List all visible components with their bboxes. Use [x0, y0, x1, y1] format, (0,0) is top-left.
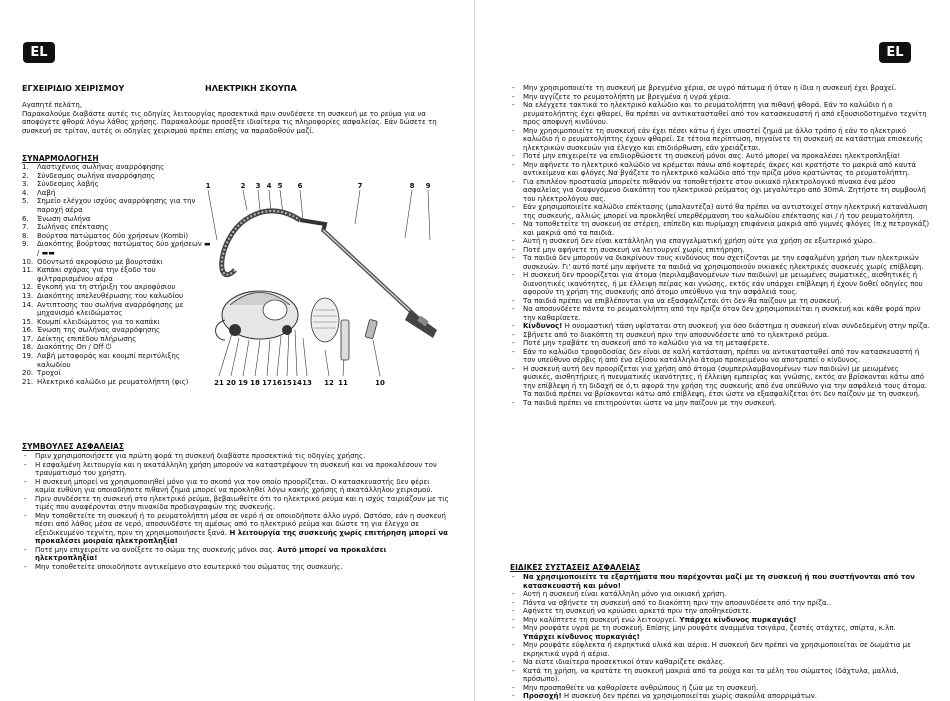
part-number: 1. [22, 163, 29, 171]
safety-item [510, 152, 930, 161]
item-warning: Υπάρχει κίνδυνος πυρκαγιάς! [677, 615, 797, 624]
manual-title: ΕΓΧΕΙΡΙΔΙΟ ΧΕΙΡΙΣΜΟΥ [22, 84, 125, 93]
callout-label: 9 [425, 182, 431, 190]
part-item [22, 215, 212, 224]
item-warning: Υπάρχει κίνδυνος πυρκαγιάς! [523, 632, 640, 641]
assembly-heading: ΣΥΝΑΡΜΟΛΟΓΗΣΗ [22, 154, 99, 163]
item-text: Για επιπλέον προστασία μπορείτε πιθανόν να τοποθετήσετε στον οικιακό ηλεκτρολογικό πίνακα ένα μέσο ασφαλείας για διαφυγόμενο διακόπτη του ηλεκτρικού ρεύματος όχι μεγαλύτερο από 30mA. Ζητήστε τη συμβουλή του ηλεκτρολόγου σας. [523, 177, 926, 203]
language-badge: EL [23, 42, 55, 63]
safety-item [510, 246, 930, 255]
part-label: Σημείο ελέγχου ισχύος αναρρόφησης για την παροχή αέρα [37, 197, 196, 214]
part-label: Τροχοί [37, 369, 61, 378]
item-text: Μην αφήνετε το ηλεκτρικό καλώδιο να κρέμεται πάνω από κοφτερές άκρες και κρατήστε το μακριά από καυτά αντικείμενα και φλόγες.Να βγάζετε το ηλεκτρικό καλώδιο από την πρίζα μόνο κρατώντας το ρευματολήπτη. [523, 160, 917, 177]
bottom-callout-labels [214, 379, 385, 387]
part-item [22, 180, 212, 189]
item-text: Η συσκευή δεν πρέπει να χρησιμοποιείται χωρίς σακούλα απορριμάτων. [561, 692, 817, 700]
item-warning: Κίνδυνος! [523, 322, 563, 330]
safety-item [510, 254, 930, 271]
part-number: 7. [22, 223, 29, 232]
part-item [22, 343, 212, 352]
part-number: 5. [22, 197, 29, 206]
item-text: Μην τοποθετείτε τη συσκευή ή το ρευματολήπτη μέσα σε νερό ή σε οποιοδήποτε άλλο υγρό. Ωστόσο, εάν η συσκευή πέσει από λάθος μέσα σε νερό, αποσυνδέστε τη αμέσως από το ηλεκτρικό ρεύμα και δώστε τη για έλεγχο σε εξειδικευμένο τεχνίτη, πριν τη χρησιμοποιήσετε ξανά. [35, 511, 446, 537]
language-badge-right: EL [879, 42, 911, 63]
part-item [22, 378, 212, 387]
special-safety-list [510, 573, 930, 701]
item-warning: Να χρησιμοποιείτε τα εξαρτήματα που παρέχονται μαζί με τη συσκευή ή που συστήνονται από τον κατασκευαστή και μόνο! [523, 573, 915, 590]
part-item [22, 318, 212, 327]
item-text: Μην ρουφάτε εύφλεκτα ή εκρηκτικά υλικά και αέρια. Η συσκευή δεν πρέπει να χρησιμοποιείται σε δωμάτια με εκρηκτικά υγρά ή αέρια. [523, 641, 911, 658]
callout-label: 20 [226, 379, 236, 387]
intro [22, 101, 442, 136]
item-text: Μην χρησιμοποιείτε τη συσκευή εάν έχει πέσει κάτω ή έχει υποστεί ζημιά με άλλο τρόπο ή εάν το ηλεκτρικό καλώδιο ή ο ρευματολήπτης έχουν φθαρεί. Σε τέτοια περίπτωση, πηγαίνετε τη συσκευή σε κατάστημα επισκευής ηλεκτρικών συσκευών για έλεγχο και επιδιόρθωση, εάν χρειάζεται. [523, 126, 923, 152]
item-text: Να τοποθετείτε τη συσκευή σε στέρεη, επίπεδη και πυρίμαχη επιφάνεια μακριά από γυμνές φλόγες (π.χ πετρογκάζ) και μακριά από τα παιδιά. [523, 220, 930, 237]
item-text: Η εσφαλμένη λειτουργία και η ακατάλληλη χρήση μπορούν να καταστρέψουν τη συσκευή και να προκαλέσουν τον τραυματισμό του χρήστη. [35, 460, 437, 477]
part-label: Λαβή [37, 188, 56, 197]
item-text: Πάντα να σβήνετε τη συσκευή από το διακόπτη πριν την αποσυνδέσετε από την πρίζα.. [523, 598, 832, 607]
item-text: Πριν χρησιμοποιήσετε για πρώτη φορά τη συσκευή διαβάστε προσεκτικά τις οδηγίες χρήσης. [35, 452, 366, 460]
part-label: Σύνδεσμος λαβής [37, 180, 99, 189]
item-warning: Προσοχή! [523, 692, 562, 700]
part-item [22, 240, 212, 257]
item-text: Ποτέ μην τραβάτε τη συσκευή από το καλώδιο για να τη μεταφέρετε. [523, 339, 770, 347]
safety-item [510, 348, 930, 365]
safety-item [510, 305, 930, 322]
callout-label: 15 [282, 379, 292, 387]
item-text: Εάν χρησιμοποιείτε καλώδιο επέκτασης (μπαλαντέζα) αυτό θα πρέπει να αντιστοιχεί στην ηλεκτρική κατανάλωση της συσκευής, αλλιώς μπορεί να προκληθεί υπερθέρμανση του καλωδίου επέκτασης και / ή του ρευματολήπτη. [523, 203, 928, 220]
safety-item [510, 339, 930, 348]
part-label: Δείκτης επιπέδου πλήρωσης [37, 334, 137, 343]
safety-list-continued [510, 84, 930, 407]
item-text: Μην χρησιμοποιείτε τη συσκευή με βρεγμένα χέρια, σε υγρό πάτωμα ή όταν η ίδια η συσκευή έχει βραχεί. [523, 84, 897, 92]
part-number: 12. [22, 283, 34, 292]
part-number: 6. [22, 214, 29, 223]
part-number: 8. [22, 231, 29, 240]
special-safety-item [510, 607, 930, 616]
callout-label: 14 [292, 379, 302, 387]
part-number: 20. [22, 369, 34, 378]
item-text: Η συσκευή δεν προορίζεται για άτομα (περιλαμβανομένων των παιδιών) με μειωμένες σωματικές, αισθητικές ή διανοητικές ικανότητες, ή με έλλειψη πείρας και γνώσης, εκτός εάν υπάρχει επίβλεψη ή έχουν δοθεί οδηγίες που αφορούν τη χρήση της συσκευής από άτομο υπεύθυνο για την ασφάλειά τους. [523, 271, 923, 296]
safety-item [510, 331, 930, 340]
part-label: Σωλήνας επέκτασης [37, 223, 109, 232]
part-item [22, 232, 212, 241]
item-text: Η συσκευή μπορεί να χρησιμοποιηθεί μόνο για το σκοπό για τον οποίο προορίζεται. Ο κατασκευαστής δεν φέρει καμία ευθύνη για οποιαδήποτε πιθανή ζημιά μπορεί να προκληθεί λόγω κακής χρήσης ή ακατάλληλου χειρισμού. [35, 477, 433, 494]
part-number: 10. [22, 257, 34, 266]
part-label: Καπάκι σχάρας για την έξοδο του φιλτραρισμένου αέρα [37, 266, 156, 283]
item-text: Να αποσυνδέετε πάντα το ρευματολήπτη από την πρίζα όταν δεν χρησιμοποιείται η συσκευή και κάθε φορά πριν την καθαρίσετε. [523, 305, 921, 322]
callout-label: 8 [409, 182, 415, 190]
part-number: 4. [22, 188, 29, 197]
item-text: Τα παιδιά πρέπει να επιβλέπονται για να εξασφαλίζεται ότι δεν θα παίζουν με τη συσκευή. [523, 296, 842, 305]
part-number: 13. [22, 291, 34, 300]
product-title: ΗΛΕΚΤΡΙΚΗ ΣΚΟΥΠΑ [205, 84, 297, 93]
special-safety-item [510, 573, 930, 590]
safety-item [510, 399, 930, 408]
safety-item [510, 178, 930, 204]
part-label: Βούρτσα πατώματος δύο χρήσεων (Kombi) [37, 231, 189, 240]
part-label: Διακόπτης βούρτσας πατώματος δύο χρήσεων ▬ / ▬▬ [37, 240, 211, 257]
special-safety-item [510, 667, 930, 684]
callout-label: 12 [324, 379, 334, 387]
page-title [22, 84, 447, 93]
part-number: 21. [22, 377, 34, 386]
callout-label: 19 [238, 379, 248, 387]
special-safety-item [510, 658, 930, 667]
part-item [22, 335, 212, 344]
safety-item [22, 563, 450, 572]
part-item [22, 326, 212, 335]
item-text: Τα παιδιά πρέπει να επιτηρούνται ώστε να μην παίζουν με την συσκευή. [523, 398, 777, 407]
suction-hose [222, 211, 300, 275]
part-label: Σύνδεσμος σωλήνα αναρρόφησης [37, 171, 155, 180]
part-label: Διακόπτης On / Off ⏻ [37, 343, 112, 352]
part-item [22, 292, 212, 301]
safety-item [510, 297, 930, 306]
safety-item [22, 452, 450, 461]
special-safety-item [510, 616, 930, 625]
wheel [229, 324, 241, 336]
parts-list [22, 163, 212, 386]
safety-item [22, 478, 450, 495]
item-text: Μην καλύπτετε τη συσκευή ενώ λειτουργεί. [523, 615, 677, 624]
safety-item [22, 461, 450, 478]
part-label: Αντιπτοσης του σωλήνα αναρρόφησης με μηχανισμό κλειδώματος [37, 300, 184, 318]
part-label: Λαβή μεταφοράς και κουμπί περιτύλιξης καλωδίου [37, 352, 180, 369]
part-item [22, 352, 212, 369]
item-text: Μην τοποθετείτε οποιοδήποτε αντικείμενο στο εσωτερικό του σώματος της συσκευής. [35, 562, 343, 571]
grille-cover [311, 298, 339, 342]
special-safety-item [510, 590, 930, 599]
part-item [22, 189, 212, 198]
callout-label: 7 [357, 182, 363, 190]
item-text: Να είστε ιδιαίτερα προσεκτικοί όταν καθαρίζετε σκάλες. [523, 658, 725, 666]
callout-label: 11 [338, 379, 348, 387]
item-text: Η ονομαστική τάση υφίσταται στη συσκευή για όσο διάστημα η συσκευή είναι συνδεδεμένη στην πρίζα. [562, 322, 930, 330]
item-text: Κατά τη χρήση, να κρατάτε τη συσκευή μακριά από τα ρούχα και τα μέλη του σώματος (δάχτυλα, μαλλιά, πρόσωπο). [523, 666, 899, 683]
part-number: 11. [22, 266, 34, 275]
part-item [22, 266, 212, 283]
part-item [22, 369, 212, 378]
safety-item [510, 101, 930, 127]
part-item [22, 283, 212, 292]
part-label: Ένωση της σωλήνας αναρρόφησης [37, 326, 161, 335]
part-number: 16. [22, 326, 34, 335]
item-text: Μην αγγίζετε το ρευματολήπτη με βρεγμένα ή υγρά χέρια. [523, 92, 731, 101]
item-warning: Αυτό μπορεί να προκαλέσει ηλεκτροπληξία! [35, 545, 387, 562]
brush-nozzle [365, 319, 377, 338]
callout-label: 18 [250, 379, 260, 387]
callout-label: 10 [375, 379, 385, 387]
special-safety-item [510, 684, 930, 693]
safety-item [510, 220, 930, 237]
item-text: Μην ρουφάτε υγρά με τη συσκευή. Επίσης μην ρουφάτε αναμμένα τσιγάρα, ζεστές στάχτες, σπίρτα, κ.λπ. [523, 624, 896, 632]
part-number: 3. [22, 180, 29, 189]
floor-brush [405, 310, 437, 338]
special-safety-item [510, 624, 930, 641]
part-label: Ένωση σωλήνα [37, 214, 91, 223]
item-text: Σβήνετε από το διακόπτη τη συσκευή πριν την αποσυνδέσετε από το ηλεκτρικό ρεύμα. [523, 330, 830, 339]
part-number: 2. [22, 171, 29, 180]
intro-text: Παρακαλούμε διαβάστε αυτές τις οδηγίες λειτουργίας προσεκτικά πριν συνδέσετε τη συσκευή με το ρεύμα για να αποφύγετε φθορά λόγω λάθος χρήσης. Παρακαλούμε προσέξτε ιδιαίτερα τις πληροφορίες ασφαλείας. Εάν δώσετε τη συσκευή σε τρίτον, αυτές οι οδηγίες χειρισμού πρέπει επίσης να παραδοθούν μαζί. [22, 109, 437, 136]
safety-item [510, 237, 930, 246]
callout-label: 3 [255, 182, 261, 190]
safety-item [510, 161, 930, 178]
safety-item [510, 365, 930, 399]
safety-item [22, 546, 450, 563]
part-number: 14. [22, 300, 34, 309]
callout-label: 21 [214, 379, 224, 387]
callout-label: 4 [266, 182, 272, 190]
part-label: Διακόπτης απελευθέρωσης του καλωδίου [37, 291, 184, 300]
crevice-nozzle [341, 320, 349, 360]
special-safety-item [510, 641, 930, 658]
part-item [22, 163, 212, 172]
part-number: 19. [22, 352, 34, 361]
item-text: Η συσκευή αυτή δεν προορίζεται για χρήση από άτομα (συμπεριλαμβανομένων των παιδιών) με μειωμένες φυσικές, αισθητήριες ή πνευματικές ικανότητες, ή έλλειψη εμπειρίας και γνώσης, εκτός αν βρίσκονται κάτω από την επίβλεψη ή τη διδαχή σε ό,τι αφορά την χρήση της συσκευής από ένα υπεύθυνο για την ασφάλειά τους άτομα. Τα παιδιά πρέπει να βρίσκονται κάτω από επίβλεψη, έτσι ώστε να εξασφαλίζεται ότι δεν παίζουν με τη συσκευή. [523, 364, 928, 398]
part-label: Κουμπί κλειδώματος για το καπάκι [37, 317, 160, 326]
safety-item [22, 512, 450, 546]
safety-item [510, 271, 930, 297]
item-text: Πριν συνδέσετε τη συσκευή στο ηλεκτρικό ρεύμα, βεβαιωθείτε ότι το ηλεκτρικό ρεύμα και η ισχύς ταιριάζουν με τις τιμές που αναφέρονται στην πινακίδα προδιαγραφών της συσκευής. [35, 494, 449, 511]
special-safety-heading: ΕΙΔΙΚΕΣ ΣΥΣΤΑΣΕΙΣ ΑΣΦΑΛΕΙΑΣ [510, 563, 641, 572]
handle [300, 220, 325, 232]
item-text: Ποτέ μην αφήνετε τη συσκευή να λειτουργεί χωρίς επιτήρηση. [523, 245, 745, 254]
top-callout-labels [206, 182, 431, 190]
callout-label: 13 [302, 379, 312, 387]
item-text: Αυτή η συσκευή είναι κατάλληλη μόνο για οικιακή χρήση. [523, 590, 727, 598]
part-item [22, 223, 212, 232]
item-text: Τα παιδιά δεν μπορούν να διακρίνουν τους κινδύνους που σχετίζονται με την εσφαλμένη χρήση των ηλεκτρικών συσκευών. Γι' αυτό ποτέ μην αφήνετε τα παιδιά να χρησιμοποιούν οικιακές ηλεκτρικές συσκευές χωρίς επίβλεψη. [523, 254, 924, 271]
item-text: Αυτή η συσκευή δεν είναι κατάλληλη για επαγγελματική χρήση ούτε για χρήση σε εξωτερικό χώρο. [523, 237, 875, 245]
callout-label: 17 [262, 379, 272, 387]
part-item [22, 172, 212, 181]
part-label: Εγκοπή για τη στήριξη του ακροφύσιου [37, 283, 176, 292]
callout-label: 1 [205, 182, 211, 190]
vacuum-diagram [205, 180, 450, 405]
safety-item [510, 84, 930, 93]
safety-heading: ΣΥΜΒΟΥΛΕΣ ΑΣΦΑΛΕΙΑΣ [22, 442, 124, 451]
safety-item [510, 127, 930, 153]
callout-label: 16 [272, 379, 282, 387]
safety-list [22, 452, 450, 571]
greeting: Αγαπητέ πελάτη, [22, 101, 83, 109]
part-label: Οδοντωτό ακροφύσιο με βουρτσάκι [37, 257, 163, 266]
part-number: 9. [22, 240, 29, 249]
part-number: 18. [22, 343, 34, 352]
callout-label: 5 [277, 182, 283, 190]
part-item [22, 258, 212, 267]
item-text: Ποτέ μην επιχειρείτε να ανοίξετε το σώμα της συσκευής μόνοι σας. [35, 545, 275, 554]
part-item [22, 197, 212, 214]
special-safety-item [510, 692, 930, 701]
part-label: Λαστιχένιος σωλήνας αναρρόφησης [37, 163, 165, 171]
item-text: Εάν το καλώδιο τροφοδοσίας δεν είναι σε καλή κατάσταση, πρέπει να αντικατασταθεί από τον κατασκευαστή ή τον υπεύθυνο σέρβις ή από ένα εξίσου κατάλληλο άτομο προκειμένου να αποτραπεί ο κίνδυνος. [523, 347, 920, 364]
callout-label: 2 [240, 182, 246, 190]
item-text: Αφήνετε τη συσκευή να κρυώσει αρκετά πριν την αποθηκεύσετε. [523, 607, 752, 615]
part-item [22, 301, 212, 318]
item-warning: Η λειτουργία της συσκευής χωρίς επιτήρηση μπορεί να προκαλέσει μοιραία ηλεκτροπληξία! [35, 528, 448, 545]
leader-lines [208, 190, 430, 376]
special-safety-item [510, 599, 930, 608]
safety-item [510, 322, 930, 331]
part-label: Ηλεκτρικό καλώδιο με ρευματολήπτη (φις) [37, 377, 189, 386]
item-text: Ποτέ μην επιχειρείτε να επιδιορθώσετε τη συσκευή μόνοι σας. Αυτό μπορεί να προκαλέσει ηλεκτροπληξία! [523, 152, 901, 160]
part-number: 17. [22, 334, 34, 343]
safety-item [510, 203, 930, 220]
callout-label: 6 [297, 182, 303, 190]
item-text: Να ελέγχετε τακτικά το ηλεκτρικό καλώδιο και το ρευματολήπτη για πιθανή φθορά. Εάν το καλώδιο ή ο ρευματολήπτης έχει φθαρεί, θα πρέπει να αντικατασταθεί από τον κατασκευαστή ή από εξουσιοδοτημένο τεχνίτη προς αποφυγή κινδύνου. [523, 101, 927, 126]
safety-item [510, 93, 930, 102]
part-number: 15. [22, 317, 34, 326]
item-text: Μην προσπαθείτε να καθαρίσετε ανθρώπους ή ζώα με τη συσκευή. [523, 683, 759, 692]
safety-item [22, 495, 450, 512]
